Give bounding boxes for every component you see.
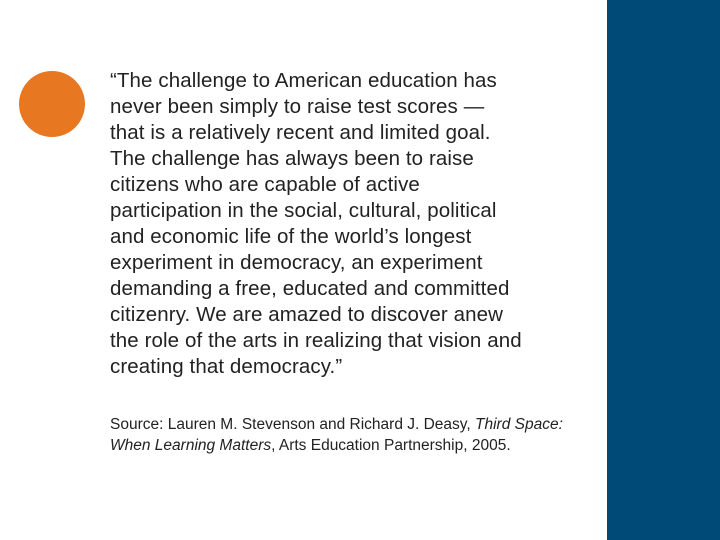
quote-text: “The challenge to American education has never been simply to raise test scores — that is a relatively recent and limited goal. The challenge has always been to raise citizens who are capable of active participation in the social, cultural, political and economic life of the world’s longest experiment in democracy, an experiment demanding a free, educated and committed citizenry. We are amazed to discover anew the role of the arts in realizing that vision and creating that democracy.” (110, 69, 522, 378)
side-panel (607, 0, 720, 540)
source-suffix: , Arts Education Partnership, 2005. (271, 437, 511, 454)
source-prefix: Source: Lauren M. Stevenson and Richard J. Deasy, (110, 416, 476, 433)
accent-circle (19, 71, 85, 137)
source-citation (110, 414, 600, 456)
source-title: Third Space: When Learning Matters (110, 416, 563, 454)
